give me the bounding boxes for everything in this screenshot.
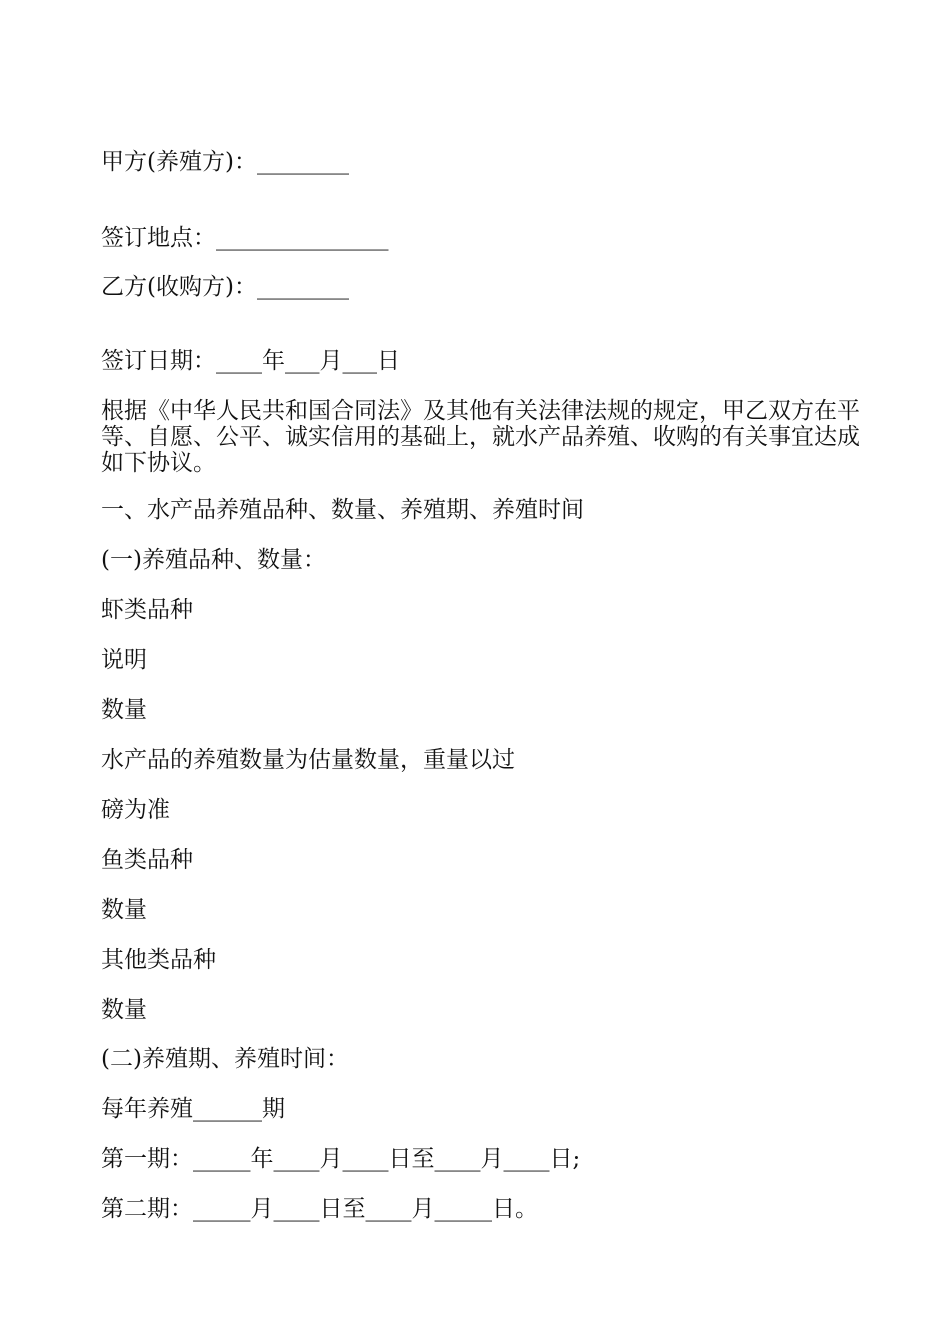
period-1-line: 第一期：_____年____月____日至____月____日; <box>101 1146 581 1172</box>
quantity-label-3: 数量 <box>101 997 147 1023</box>
estimate-note: 水产品的养殖数量为估量数量，重量以过 <box>101 747 515 773</box>
sign-date-line: 签订日期：____年___月___日 <box>101 348 400 374</box>
subsection-2-heading: (二)养殖期、养殖时间： <box>101 1046 349 1072</box>
quantity-label-2: 数量 <box>101 897 147 923</box>
subsection-1-heading: (一)养殖品种、数量： <box>101 547 326 573</box>
fish-species-label: 鱼类品种 <box>101 847 193 873</box>
party-b-line: 乙方(收购方)：________ <box>101 274 349 300</box>
shrimp-species-label: 虾类品种 <box>101 597 193 623</box>
quantity-label-1: 数量 <box>101 697 147 723</box>
section-1-heading: 一、水产品养殖品种、数量、养殖期、养殖时间 <box>101 497 584 523</box>
intro-paragraph: 根据《中华人民共和国合同法》及其他有关法律法规的规定，甲乙双方在平等、自愿、公平、诚实信用的基础上，就水产品养殖、收购的有关事宜达成如下协议。 <box>101 398 860 476</box>
yearly-periods-line: 每年养殖______期 <box>101 1096 285 1122</box>
sign-place-line: 签订地点：_______________ <box>101 225 389 251</box>
period-2-line: 第二期：_____月____日至____月_____日。 <box>101 1196 538 1222</box>
other-species-label: 其他类品种 <box>101 947 216 973</box>
weigh-note: 磅为准 <box>101 797 170 823</box>
party-a-line: 甲方(养殖方)：________ <box>101 149 349 175</box>
explanation-label: 说明 <box>101 647 147 673</box>
